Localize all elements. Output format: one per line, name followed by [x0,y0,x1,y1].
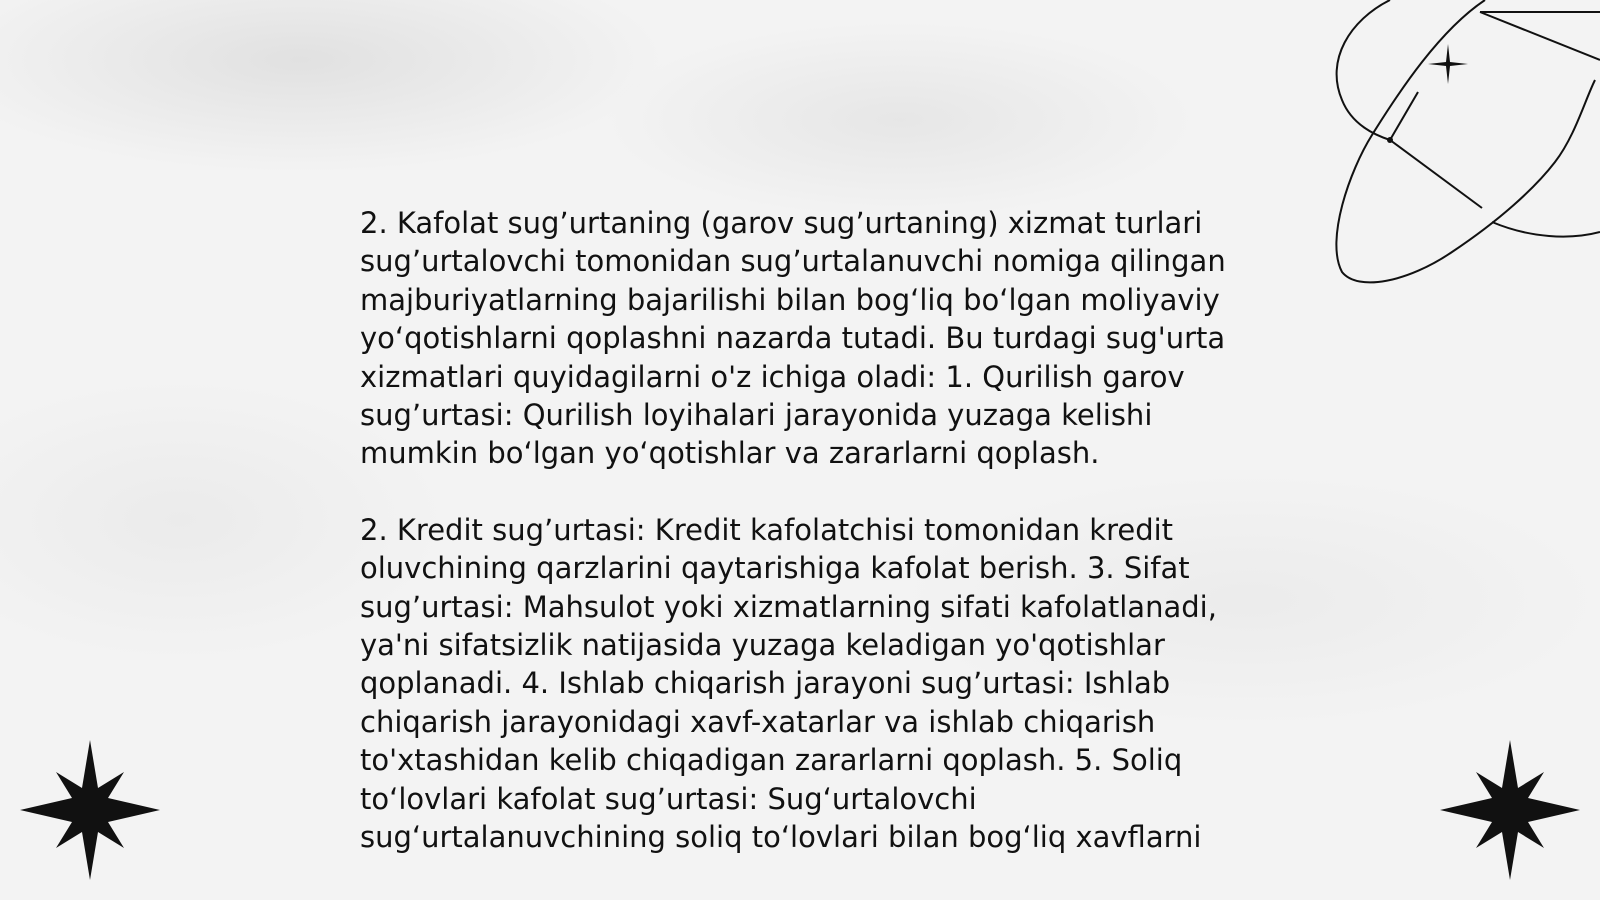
slide-body-text [360,204,1240,857]
paragraph-insurance-types: 2. Kredit sug’urtasi: Kredit kafolatchisi tomonidan kredit oluvchining qarzlarini qaytarishiga kafolat berish. 3. Sifat sug’urtasi: Mahsulot yoki xizmatlarning sifati kafolatlanadi, ya'ni sifatsizlik natijasida yuzaga keladigan yo'qotishlar qoplanadi. 4. Ishlab chiqarish jarayoni sug’urtasi: Ishlab chiqarish jarayonidagi xavf-xatarlar va ishlab chiqarish to'xtashidan kelib chiqadigan zararlarni qoplash. 5. Soliq to‘lovlari kafolat sug’urtasi: Sug‘urtalovchi sug‘urtalanuvchining soliq to‘lovlari bilan bog‘liq xavflarni [360,512,1217,855]
paragraph-guarantee-insurance: 2. Kafolat sug’urtaning (garov sug’urtaning) xizmat turlari sug’urtalovchi tomonidan sug’urtalanuvchi nomiga qilingan majburiyatlarning bajarilishi bilan bog‘liq bo‘lgan moliyaviy yo‘qotishlarni qoplashni nazarda tutadi. Bu turdagi sug'urta xizmatlari quyidagilarni o'z ichiga oladi: 1. Qurilish garov sug’urtasi: Qurilish loyihalari jarayonida yuzaga kelishi mumkin bo‘lgan yo‘qotishlar va zararlarni qoplash. [360,206,1226,471]
small-plus-star-icon [1428,44,1468,84]
sparkle-star-icon [1440,740,1580,880]
sparkle-star-icon [20,740,160,880]
